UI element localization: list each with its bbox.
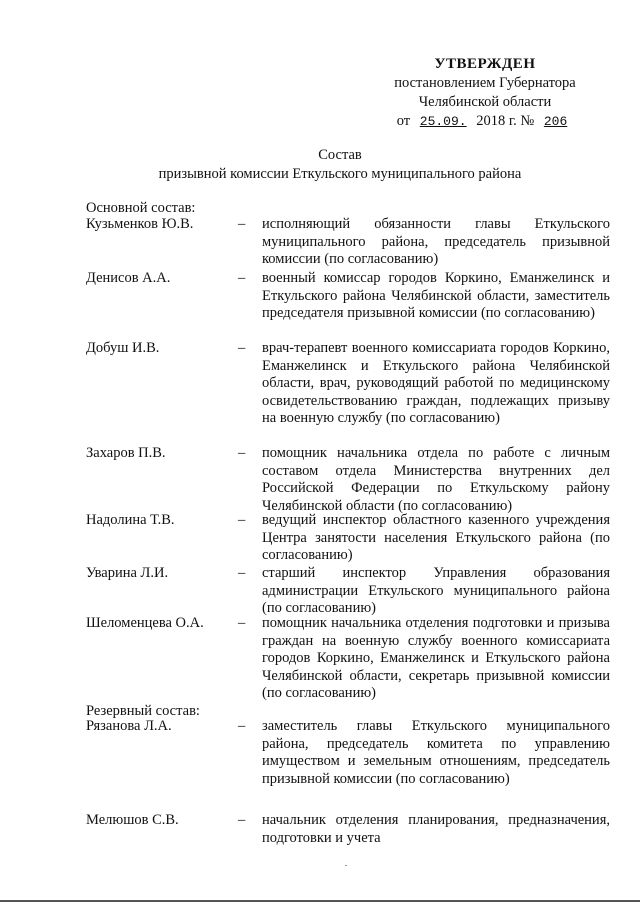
member-dash: – [238,216,246,232]
member-name: Уварина Л.И. [86,565,169,581]
approval-stamp [380,55,590,131]
date-prefix: от [396,113,411,129]
member-dash: – [238,340,246,356]
member-role: заместитель главы Еткульского муниципального района, председатель комитета по управлению имуществом и земельным отношениям, председатель призывной комиссии (по согласованию) [262,718,610,787]
approval-line-1: постановлением Губернатора [394,75,576,91]
member-dash: – [238,615,246,631]
member-name: Добуш И.В. [86,340,160,356]
member-role: помощник начальника отделения подготовки и призыва граждан на военную службу военного комиссариата городов Коркино, Еманжелинск и Еткульского района Челябинской области, секретарь призывной комиссии (по согласованию) [262,615,610,701]
member-entry [86,718,610,788]
title-line-2: призывной комиссии Еткульского муниципального района [158,166,522,182]
member-role: ведущий инспектор областного казенного учреждения Центра занятости населения Еткульского района (по согласованию) [262,512,610,563]
member-entry [86,340,610,428]
member-name: Кузьменков Ю.В. [86,216,194,232]
reserve-section-heading: Резервный состав: [86,703,200,719]
document-title [80,146,600,184]
main-section-heading: Основной состав: [86,200,196,216]
member-role: помощник начальника отдела по работе с личным составом отдела Министерства внутренних дел Российской Федерации по Еткульскому району Челябинской области (по согласованию) [262,445,610,514]
member-dash: – [238,718,246,734]
member-name: Мелюшов С.В. [86,812,179,828]
member-dash: – [238,445,246,461]
page-bottom-edge [0,900,640,902]
resolution-number: 206 [543,114,568,129]
year-text: 2018 г. № [476,113,535,129]
member-name: Рязанова Л.А. [86,718,172,734]
member-entry [86,565,610,618]
member-role: исполняющий обязанности главы Еткульского муниципального района, председатель призывной комиссии (по согласованию) [262,216,610,267]
approval-line-2: Челябинской области [418,94,552,110]
member-entry [86,270,610,323]
approved-heading: УТВЕРЖДЕН [434,56,536,72]
member-entry [86,216,610,269]
member-dash: – [238,270,246,286]
approval-date-line [380,112,590,131]
title-line-1: Состав [318,147,362,163]
member-name: Надолина Т.В. [86,512,175,528]
member-entry [86,615,610,703]
member-role: начальник отделения планирования, предназначения, подготовки и учета [262,812,610,846]
member-role: врач-терапевт военного комиссариата городов Коркино, Еманжелинск и Еткульского района Челябинской области, врач, руководящий работой по медицинскому освидетельствованию граждан, подлежащих призыву на военную службу (по согласованию) [262,340,610,426]
member-dash: – [238,812,246,828]
member-role: военный комиссар городов Коркино, Еманжелинск и Еткульского района Челябинской области, заместитель председателя призывной комиссии (по согласованию) [262,270,610,321]
member-name: Шеломенцева О.А. [86,615,204,631]
scan-speck [345,865,347,866]
member-entry [86,445,610,515]
member-role: старший инспектор Управления образования администрации Еткульского муниципального района (по согласованию) [262,565,610,616]
member-name: Захаров П.В. [86,445,166,461]
member-entry [86,512,610,565]
date-value: 25.09. [419,114,467,129]
member-dash: – [238,565,246,581]
member-name: Денисов А.А. [86,270,171,286]
member-entry [86,812,610,847]
member-dash: – [238,512,246,528]
